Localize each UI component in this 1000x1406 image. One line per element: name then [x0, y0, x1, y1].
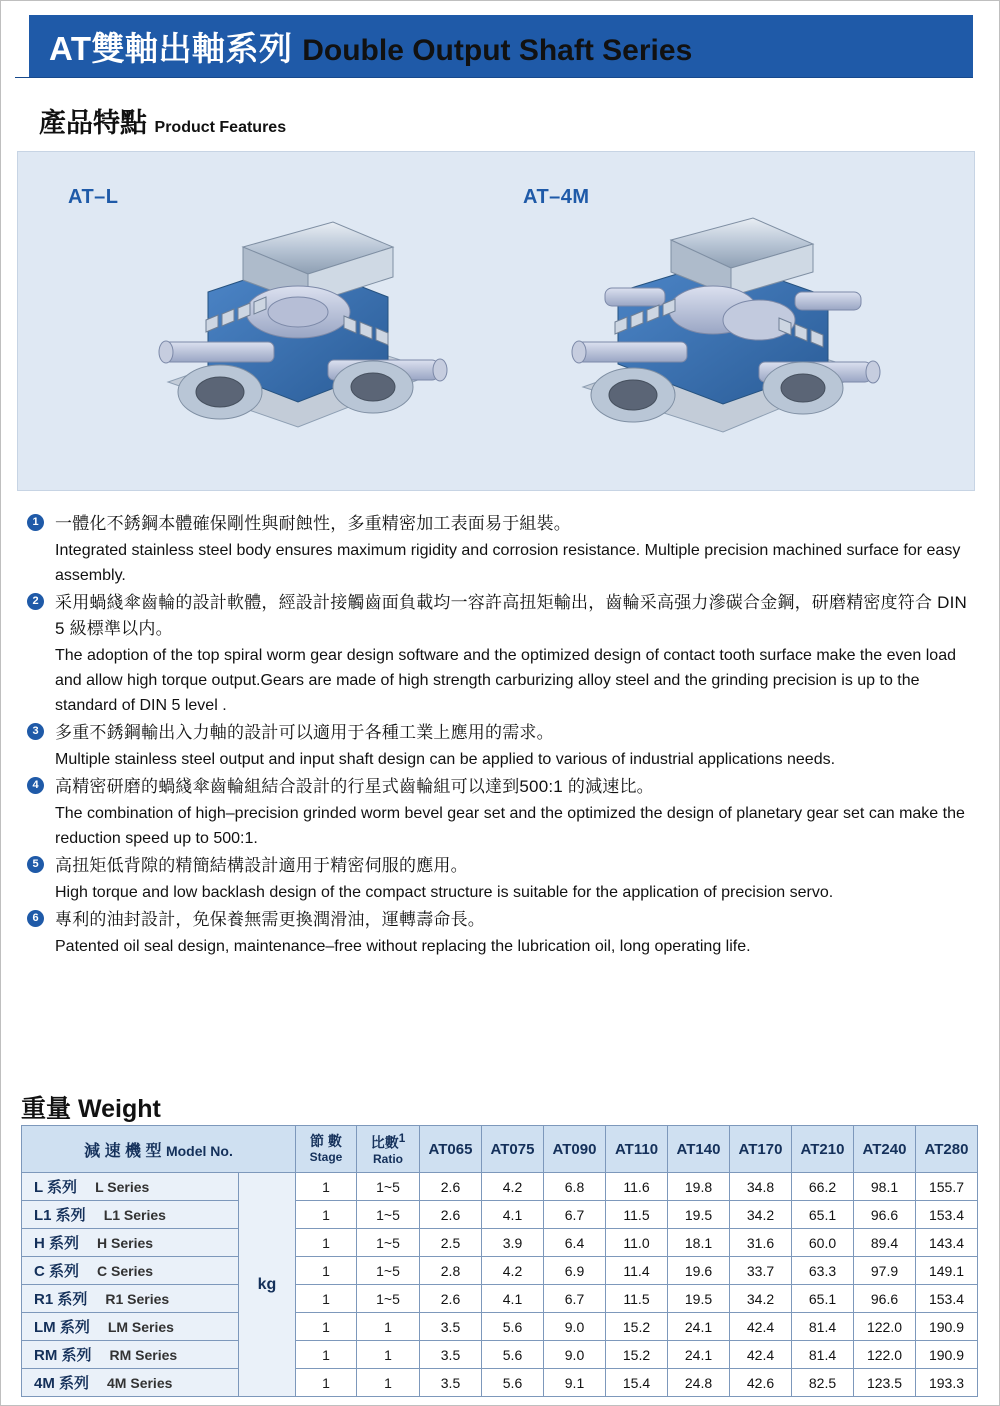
row-series-label — [22, 1341, 239, 1369]
unit-cell: kg — [239, 1173, 296, 1397]
feature-number-badge: 5 — [27, 856, 44, 873]
row-series-zh: RM 系列 — [34, 1347, 92, 1364]
th-size-at240: AT240 — [854, 1126, 916, 1173]
cell-value: 19.5 — [668, 1285, 730, 1313]
cell-stage: 1 — [296, 1285, 357, 1313]
row-series-en: RM Series — [109, 1347, 178, 1363]
weight-heading-zh: 重量 — [21, 1095, 72, 1123]
row-series-zh: R1 系列 — [34, 1291, 88, 1308]
row-series-label — [22, 1229, 239, 1257]
row-series-zh: LM 系列 — [34, 1319, 90, 1336]
table-row — [22, 1257, 978, 1285]
cell-value: 153.4 — [916, 1285, 978, 1313]
cell-value: 4.1 — [482, 1285, 544, 1313]
weight-table-wrapper — [21, 1125, 978, 1397]
feature-item — [21, 511, 981, 588]
cell-value: 6.7 — [544, 1285, 606, 1313]
cell-value: 96.6 — [854, 1201, 916, 1229]
table-row — [22, 1173, 978, 1201]
row-series-zh: H 系列 — [34, 1235, 80, 1252]
cell-value: 34.2 — [730, 1201, 792, 1229]
row-series-en: R1 Series — [105, 1291, 170, 1307]
row-series-zh: 4M 系列 — [34, 1375, 90, 1392]
cell-value: 98.1 — [854, 1173, 916, 1201]
cell-value: 6.4 — [544, 1229, 606, 1257]
weight-heading — [21, 1089, 161, 1125]
page-title-zh: AT雙軸出軸系列 — [49, 29, 293, 67]
feature-text-zh: 高扭矩低背隙的精簡結構設計適用于精密伺服的應用。 — [55, 856, 468, 875]
feature-text-zh: 高精密研磨的蝸綫傘齒輪組結合設計的行星式齒輪組可以達到500:1 的減速比。 — [55, 777, 654, 796]
th-size-at090: AT090 — [544, 1126, 606, 1173]
th-size-at280: AT280 — [916, 1126, 978, 1173]
cell-value: 65.1 — [792, 1285, 854, 1313]
th-size-at140: AT140 — [668, 1126, 730, 1173]
cell-value: 155.7 — [916, 1173, 978, 1201]
cell-value: 3.5 — [420, 1341, 482, 1369]
cell-stage: 1 — [296, 1313, 357, 1341]
th-stage-zh: 節 數 — [310, 1133, 342, 1149]
cell-value: 24.8 — [668, 1369, 730, 1397]
row-series-label — [22, 1369, 239, 1397]
cell-value: 97.9 — [854, 1257, 916, 1285]
row-series-label — [22, 1313, 239, 1341]
page-banner — [15, 15, 973, 77]
cell-value: 31.6 — [730, 1229, 792, 1257]
th-ratio-zh: 比數 — [370, 1134, 399, 1151]
cell-value: 82.5 — [792, 1369, 854, 1397]
cell-value: 24.1 — [668, 1341, 730, 1369]
row-series-label — [22, 1201, 239, 1229]
th-model — [22, 1126, 296, 1173]
cell-value: 4.2 — [482, 1257, 544, 1285]
row-series-en: C Series — [97, 1263, 154, 1279]
row-series-en: H Series — [97, 1235, 154, 1251]
features-heading-zh: 產品特點 — [39, 108, 147, 138]
cell-value: 15.2 — [606, 1313, 668, 1341]
th-size-at210: AT210 — [792, 1126, 854, 1173]
cell-value: 96.6 — [854, 1285, 916, 1313]
product-image-label-at-l: AT–L — [68, 186, 119, 208]
feature-text-en: Integrated stainless steel body ensures maximum rigidity and corrosion resistance. Multiple precision machined surface for easy assembly. — [55, 542, 961, 584]
cell-value: 15.4 — [606, 1369, 668, 1397]
cell-value: 3.9 — [482, 1229, 544, 1257]
cell-stage: 1 — [296, 1201, 357, 1229]
gearbox-illustration-at-4m — [563, 192, 883, 462]
cell-value: 6.9 — [544, 1257, 606, 1285]
feature-item — [21, 774, 981, 851]
cell-value: 66.2 — [792, 1173, 854, 1201]
cell-value: 60.0 — [792, 1229, 854, 1257]
cell-value: 2.6 — [420, 1285, 482, 1313]
th-size-at170: AT170 — [730, 1126, 792, 1173]
row-series-en: L Series — [95, 1179, 150, 1195]
table-row — [22, 1201, 978, 1229]
feature-number-badge: 4 — [27, 777, 44, 794]
th-size-at075: AT075 — [482, 1126, 544, 1173]
table-row — [22, 1285, 978, 1313]
feature-item — [21, 720, 981, 772]
cell-value: 5.6 — [482, 1313, 544, 1341]
cell-stage: 1 — [296, 1229, 357, 1257]
weight-table — [21, 1125, 978, 1397]
cell-value: 143.4 — [916, 1229, 978, 1257]
gearbox-illustration-at-l — [148, 192, 448, 462]
cell-value: 4.1 — [482, 1201, 544, 1229]
cell-ratio: 1 — [357, 1341, 420, 1369]
cell-ratio: 1 — [357, 1313, 420, 1341]
page-title — [29, 23, 692, 70]
table-header-row — [22, 1126, 978, 1173]
product-image-panel — [17, 151, 975, 491]
cell-ratio: 1~5 — [357, 1201, 420, 1229]
cell-value: 2.8 — [420, 1257, 482, 1285]
features-heading — [39, 101, 286, 140]
cell-value: 15.2 — [606, 1341, 668, 1369]
cell-ratio: 1~5 — [357, 1173, 420, 1201]
th-ratio-footnote: 1 — [398, 1132, 406, 1146]
cell-value: 9.0 — [544, 1341, 606, 1369]
cell-value: 34.8 — [730, 1173, 792, 1201]
th-size-at110: AT110 — [606, 1126, 668, 1173]
cell-value: 11.6 — [606, 1173, 668, 1201]
feature-number-badge: 3 — [27, 723, 44, 740]
cell-value: 42.4 — [730, 1313, 792, 1341]
table-row — [22, 1229, 978, 1257]
feature-text-zh: 一體化不銹鋼本體確保剛性與耐蝕性，多重精密加工表面易于組裝。 — [55, 514, 571, 533]
cell-ratio: 1~5 — [357, 1229, 420, 1257]
row-series-en: 4M Series — [107, 1375, 173, 1391]
cell-value: 11.5 — [606, 1285, 668, 1313]
cell-value: 153.4 — [916, 1201, 978, 1229]
banner-accent-bar — [15, 15, 29, 77]
feature-text-en: High torque and low backlash design of the compact structure is suitable for the application of precision servo. — [55, 884, 834, 901]
cell-value: 19.8 — [668, 1173, 730, 1201]
table-row — [22, 1369, 978, 1397]
cell-value: 9.0 — [544, 1313, 606, 1341]
cell-value: 4.2 — [482, 1173, 544, 1201]
cell-ratio: 1~5 — [357, 1257, 420, 1285]
feature-number-badge: 1 — [27, 514, 44, 531]
feature-number-badge: 6 — [27, 910, 44, 927]
weight-heading-en: Weight — [77, 1095, 161, 1123]
cell-value: 24.1 — [668, 1313, 730, 1341]
row-series-en: L1 Series — [103, 1207, 166, 1223]
cell-value: 193.3 — [916, 1369, 978, 1397]
feature-item — [21, 590, 981, 718]
cell-stage: 1 — [296, 1369, 357, 1397]
cell-value: 63.3 — [792, 1257, 854, 1285]
product-image-label-at-4m: AT–4M — [523, 186, 590, 208]
cell-value: 122.0 — [854, 1341, 916, 1369]
feature-text-en: Patented oil seal design, maintenance–free without replacing the lubrication oil, long operating life. — [55, 938, 751, 955]
row-series-zh: L 系列 — [34, 1179, 78, 1196]
row-series-en: LM Series — [107, 1319, 174, 1335]
th-size-at065: AT065 — [420, 1126, 482, 1173]
cell-value: 9.1 — [544, 1369, 606, 1397]
cell-value: 2.5 — [420, 1229, 482, 1257]
th-model-en: Model No. — [165, 1142, 233, 1159]
th-stage-en: Stage — [309, 1150, 343, 1164]
cell-value: 190.9 — [916, 1341, 978, 1369]
cell-value: 42.6 — [730, 1369, 792, 1397]
feature-text-en: The adoption of the top spiral worm gear design software and the optimized design of contact tooth surface make the even load and allow high torque output.Gears are made of high strength carburizing alloy steel and the grinding precision is up to the standard of DIN 5 level . — [55, 647, 956, 714]
row-series-label — [22, 1257, 239, 1285]
th-ratio — [357, 1126, 420, 1173]
cell-value: 11.5 — [606, 1201, 668, 1229]
cell-value: 34.2 — [730, 1285, 792, 1313]
cell-stage: 1 — [296, 1341, 357, 1369]
table-row — [22, 1313, 978, 1341]
table-row — [22, 1341, 978, 1369]
cell-value: 122.0 — [854, 1313, 916, 1341]
features-list — [21, 511, 981, 961]
feature-text-zh: 專利的油封設計，免保養無需更換潤滑油，運轉壽命長。 — [55, 910, 485, 929]
cell-ratio: 1 — [357, 1369, 420, 1397]
row-series-zh: L1 系列 — [34, 1207, 86, 1224]
feature-item — [21, 907, 981, 959]
feature-text-en: The combination of high–precision grinded worm bevel gear set and the optimized the design of planetary gear set can make the reduction speed up to 500:1. — [55, 805, 965, 847]
th-stage — [296, 1126, 357, 1173]
cell-value: 33.7 — [730, 1257, 792, 1285]
cell-stage: 1 — [296, 1173, 357, 1201]
feature-text-en: Multiple stainless steel output and input shaft design can be applied to various of industrial applications needs. — [55, 751, 836, 768]
cell-value: 19.5 — [668, 1201, 730, 1229]
cell-value: 149.1 — [916, 1257, 978, 1285]
cell-value: 2.6 — [420, 1173, 482, 1201]
cell-value: 6.8 — [544, 1173, 606, 1201]
cell-value: 65.1 — [792, 1201, 854, 1229]
cell-value: 11.4 — [606, 1257, 668, 1285]
feature-text-zh: 采用蝸綫傘齒輪的設計軟體，經設計接觸齒面負載均一容許高扭矩輸出，齒輪采高强力滲碳合金鋼，研磨精密度符合 DIN 5 級標準以内。 — [55, 593, 967, 638]
cell-value: 11.0 — [606, 1229, 668, 1257]
cell-value: 81.4 — [792, 1313, 854, 1341]
row-series-label — [22, 1173, 239, 1201]
cell-value: 81.4 — [792, 1341, 854, 1369]
th-ratio-en: Ratio — [373, 1151, 403, 1166]
cell-value: 18.1 — [668, 1229, 730, 1257]
cell-stage: 1 — [296, 1257, 357, 1285]
feature-item — [21, 853, 981, 905]
cell-value: 123.5 — [854, 1369, 916, 1397]
cell-value: 190.9 — [916, 1313, 978, 1341]
page-title-en: Double Output Shaft Series — [302, 33, 693, 67]
cell-value: 2.6 — [420, 1201, 482, 1229]
cell-value: 3.5 — [420, 1369, 482, 1397]
features-heading-en: Product Features — [154, 119, 287, 136]
cell-value: 19.6 — [668, 1257, 730, 1285]
cell-ratio: 1~5 — [357, 1285, 420, 1313]
cell-value: 42.4 — [730, 1341, 792, 1369]
feature-text-zh: 多重不銹鋼輸出入力軸的設計可以適用于各種工業上應用的需求。 — [55, 723, 554, 742]
cell-value: 5.6 — [482, 1369, 544, 1397]
cell-value: 89.4 — [854, 1229, 916, 1257]
cell-value: 3.5 — [420, 1313, 482, 1341]
cell-value: 6.7 — [544, 1201, 606, 1229]
feature-number-badge: 2 — [27, 593, 44, 610]
cell-value: 5.6 — [482, 1341, 544, 1369]
row-series-zh: C 系列 — [34, 1263, 80, 1280]
row-series-label — [22, 1285, 239, 1313]
th-model-zh: 減 速 機 型 — [84, 1142, 162, 1160]
